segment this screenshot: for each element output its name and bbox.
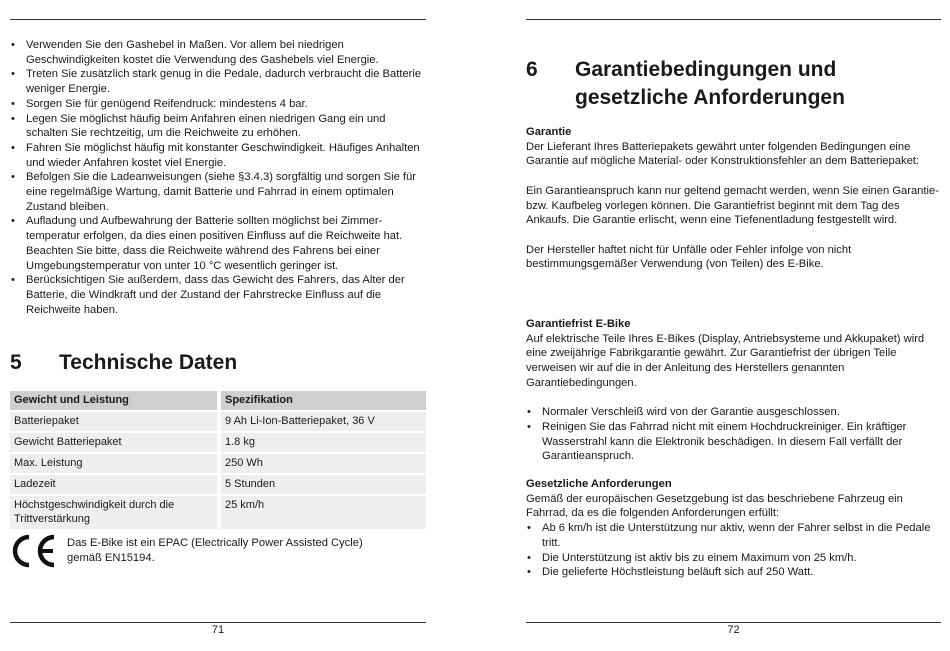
table-cell: Höchstgeschwindigkeit durch die Trittverstärkung xyxy=(10,495,219,529)
ce-mark-icon xyxy=(10,533,58,569)
garantiefrist-section xyxy=(526,317,941,464)
list-item: • Ab 6 km/h ist die Unterstützung nur aktiv, wenn der Fahrer selbst in die Pedale tritt. xyxy=(526,521,941,550)
right-page xyxy=(526,0,941,651)
page-number: 71 xyxy=(211,624,225,636)
subheading: Garantie xyxy=(526,126,572,138)
section-heading xyxy=(526,56,941,116)
list-item: • Aufladung und Aufbewahrung der Batterie sollten möglichst bei Zimmer-temperatur erfolgen, da dies einen positiven Einfluss auf die Reichweite hat. Beachten Sie bitte, dass die Reichweite während des Fahrens bei einer Umgebungstemperatur von unter 10 °C wesentlich geringer ist. xyxy=(10,214,426,273)
paragraph: Der Hersteller haftet nicht für Unfälle oder Fehler infolge von nicht bestimmungsgemäßer Verwendung (von Teilen) des E-Bike. xyxy=(526,243,852,271)
footer-rule xyxy=(526,622,941,623)
list-item: • Die Unterstützung ist aktiv bis zu einem Maximum von 25 km/h. xyxy=(526,551,941,566)
spec-table xyxy=(10,391,426,529)
left-page xyxy=(10,0,426,651)
list-item: • Befolgen Sie die Ladeanweisungen (siehe §3.4.3) sorgfältig und sorgen Sie für eine regelmäßige Wartung, damit Batterie und Fahrrad in einem optimalen Zustand bleiben. xyxy=(10,170,426,214)
table-cell: 5 Stunden xyxy=(219,474,426,495)
table-cell: 25 km/h xyxy=(219,495,426,529)
table-cell: Gewicht Batteriepaket xyxy=(10,432,219,453)
list-item: • Verwenden Sie den Gashebel in Maßen. Vor allem bei niedrigen Geschwindigkeiten kostet die Verwendung des Gashebels viel Energie. xyxy=(10,38,426,67)
table-row xyxy=(10,453,426,474)
column-header: Gewicht und Leistung xyxy=(10,391,219,411)
paragraph: Der Lieferant Ihres Batteriepakets gewährt unter folgenden Bedingungen eine Garantie auf mögliche Material- oder Konstruktionsfehler an dem Batteriepaket: xyxy=(526,140,920,168)
table-row xyxy=(10,411,426,432)
paragraph: Auf elektrische Teile Ihres E-Bikes (Display, Antriebsysteme und Akkupaket) wird eine zweijährige Fabrikgarantie gewährt. Zur Garantiefrist der übrigen Teile verweisen wir auf die in der Anleitung des Herstellers genannten Garantiebedingungen. xyxy=(526,332,925,389)
table-row xyxy=(10,432,426,453)
table-header-row xyxy=(10,391,426,411)
page-number: 72 xyxy=(727,624,740,636)
list-item: • Normaler Verschleiß wird von der Garantie ausgeschlossen. xyxy=(526,405,941,420)
list-item: • Reinigen Sie das Fahrrad nicht mit einem Hochdruckreiniger. Ein kräftiger Wasserstrahl kann die Elektronik beschädigen. In diesem Fall verfällt der Garantieanspruch. xyxy=(526,420,941,464)
gesetzliche-section xyxy=(526,477,941,580)
ce-notice: Das E-Bike ist ein EPAC (Electrically Power Assisted Cycle) gemäß EN15194. xyxy=(67,537,363,564)
list-item: • Sorgen Sie für genügend Reifendruck: mindestens 4 bar. xyxy=(10,97,426,112)
list-item: • Berücksichtigen Sie außerdem, dass das Gewicht des Fahrers, das Alter der Batterie, die Windkraft und der Zustand der Fahrstrecke Einfluss auf die Reichweite haben. xyxy=(10,273,426,317)
section-number: 5 xyxy=(10,351,22,374)
table-cell: 250 Wh xyxy=(219,453,426,474)
header-rule xyxy=(526,19,941,20)
table-row xyxy=(10,474,426,495)
subheading: Gesetzliche Anforderungen xyxy=(526,478,672,490)
section-title: Garantiebedingungen und gesetzliche Anforderungen xyxy=(575,58,845,109)
list-item: • Die gelieferte Höchstleistung beläuft sich auf 250 Watt. xyxy=(526,565,941,580)
table-cell: Ladezeit xyxy=(10,474,219,495)
table-cell: Batteriepaket xyxy=(10,411,219,432)
table-cell: 9 Ah Li-Ion-Batteriepaket, 36 V xyxy=(219,411,426,432)
section-title: Technische Daten xyxy=(59,351,238,374)
list-item: • Legen Sie möglichst häufig beim Anfahren einen niedrigen Gang ein und schalten Sie rechtzeitig, um die Reichweite zu erhöhen. xyxy=(10,112,426,141)
gesetzliche-list xyxy=(526,521,941,580)
paragraph: Gemäß der europäischen Gesetzgebung ist das beschriebene Fahrzeug ein Fahrrad, da es die folgenden Anforderungen erfüllt: xyxy=(526,492,903,520)
garantiefrist-list xyxy=(526,405,941,464)
subheading: Garantiefrist E-Bike xyxy=(526,318,631,330)
list-item: • Fahren Sie möglichst häufig mit konstanter Geschwindigkeit. Häufiges Anhalten und wieder Anfahren kostet viel Energie. xyxy=(10,141,426,170)
header-rule xyxy=(10,19,426,20)
footer-rule xyxy=(10,622,426,623)
paragraph: Ein Garantieanspruch kann nur geltend gemacht werden, wenn Sie einen Garantie- bzw. Kaufbeleg vorlegen können. Die Garantiefrist beginnt mit dem Tag des Ankaufs. Die Garantie erlischt, wenn eine Tiefenentladung festgestellt wird. xyxy=(526,184,939,227)
table-cell: Max. Leistung xyxy=(10,453,219,474)
list-item: • Treten Sie zusätzlich stark genug in die Pedale, dadurch verbraucht die Batterie weniger Energie. xyxy=(10,67,426,96)
garantie-section xyxy=(526,125,941,272)
tips-list xyxy=(10,38,426,317)
table-row xyxy=(10,495,426,529)
table-cell: 1.8 kg xyxy=(219,432,426,453)
section-number: 6 xyxy=(526,58,538,81)
section-heading xyxy=(10,349,426,379)
column-header: Spezifikation xyxy=(219,391,426,411)
